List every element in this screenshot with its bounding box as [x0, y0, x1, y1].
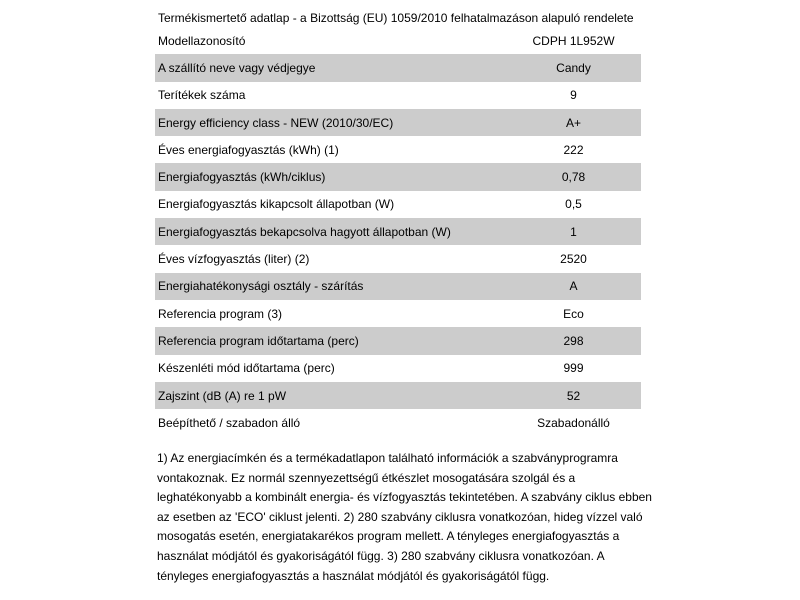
table-row	[155, 409, 641, 436]
table-row	[155, 109, 641, 136]
row-label: Referencia program időtartama (perc)	[158, 333, 359, 348]
row-value: 222	[563, 142, 584, 157]
row-label: Energy efficiency class - NEW (2010/30/EC)	[158, 115, 394, 130]
row-value: 9	[570, 88, 577, 103]
row-value: Candy	[556, 60, 591, 75]
table-row	[155, 54, 641, 81]
table-row	[155, 327, 641, 354]
row-label: Modellazonosító	[158, 33, 246, 48]
table-row	[155, 245, 641, 272]
row-label: A szállító neve vagy védjegye	[158, 60, 316, 75]
table-row	[155, 355, 641, 382]
spec-table	[155, 27, 641, 436]
table-row	[155, 382, 641, 409]
row-value: 52	[566, 388, 581, 403]
row-value: Eco	[563, 306, 584, 321]
row-label: Éves energiafogyasztás (kWh) (1)	[158, 142, 339, 157]
table-row	[155, 273, 641, 300]
row-value: 999	[563, 361, 584, 376]
row-label: Készenléti mód időtartama (perc)	[158, 361, 335, 376]
row-label: Zajszint (dB (A) re 1 pW	[158, 388, 287, 403]
table-row	[155, 300, 641, 327]
table-row	[155, 82, 641, 109]
row-label: Energiafogyasztás bekapcsolva hagyott állapotban (W)	[158, 224, 451, 239]
table-row	[155, 191, 641, 218]
row-label: Referencia program (3)	[158, 306, 283, 321]
row-value: 2520	[560, 252, 587, 267]
table-row	[155, 163, 641, 190]
row-label: Energiafogyasztás (kWh/ciklus)	[158, 170, 326, 185]
table-row	[155, 218, 641, 245]
row-value: 298	[563, 333, 584, 348]
row-value: 0,78	[561, 170, 586, 185]
row-value: CDPH 1L952W	[532, 33, 615, 48]
table-row	[155, 27, 641, 54]
document-title: Termékismertető adatlap - a Bizottság (EU) 1059/2010 felhatalmazáson alapuló rendelete	[158, 11, 634, 25]
table-row	[155, 136, 641, 163]
row-label: Energiafogyasztás kikapcsolt állapotban (W)	[158, 197, 395, 212]
row-label: Energiahatékonysági osztály - szárítás	[158, 279, 364, 294]
row-value: 0,5	[565, 197, 582, 212]
row-value: 1	[570, 224, 577, 239]
row-label: Éves vízfogyasztás (liter) (2)	[158, 252, 310, 267]
row-label: Terítékek száma	[158, 88, 246, 103]
footnote-text: 1) Az energiacímkén és a termékadatlapon található információk a szabványprogramra vontakoznak. Ez normál szennyezettségű étkészlet mosogatására szolgál és a leghatékonyabb a kombinált energia- és vízfogyasztás tekintetében. A szabvány ciklus ebben az esetben az 'ECO' ciklust jelenti. 2) 280 szabvány ciklusra vonatkozóan, hideg vízzel való mosogatás esetén, energiatakarékos program mellett. A tényleges energiafogyasztás a használat módjától és gyakoriságától függ. 3) 280 szabvány ciklusra vonatkozóan. A tényleges energiafogyasztás a használat módjától és gyakoriságától függ.	[157, 451, 652, 583]
row-label: Beépíthető / szabadon álló	[158, 415, 301, 430]
row-value: Szabadonálló	[537, 415, 610, 430]
row-value: A	[569, 279, 578, 294]
row-value: A+	[565, 115, 581, 130]
